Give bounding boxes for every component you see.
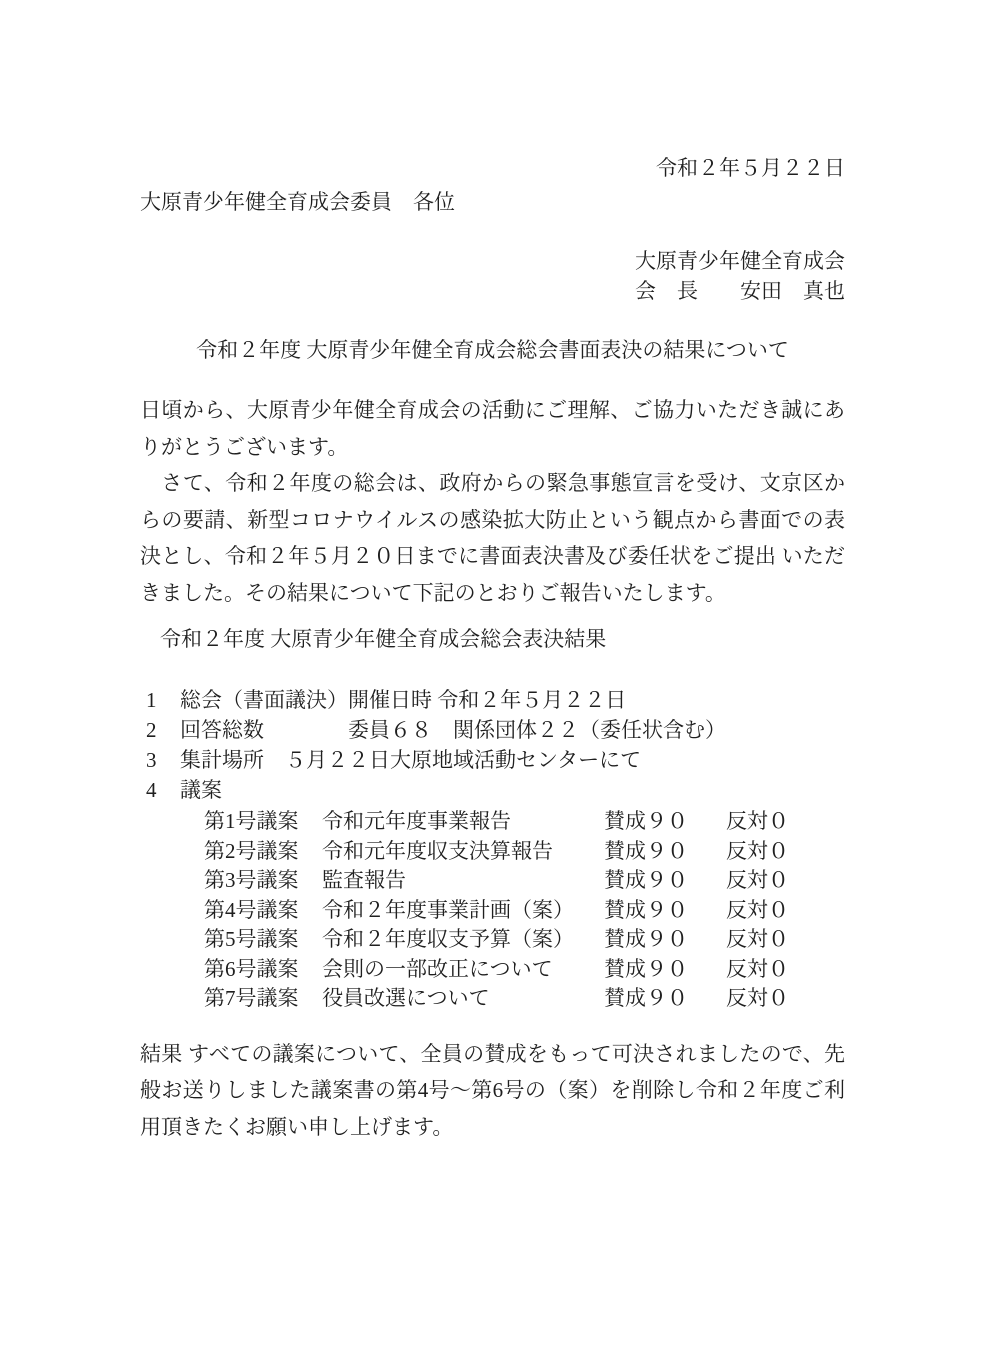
agenda-number: 第1号議案 — [204, 809, 299, 833]
agenda-number: 第7号議案 — [204, 986, 299, 1010]
info-number: 1 — [146, 688, 157, 712]
sender-chairman-name: 会 長 安田 真也 — [635, 279, 845, 303]
agenda-row — [140, 925, 845, 955]
info-response-count: 回答総数 委員６８ 関係団体２２（委任状含む） — [180, 718, 726, 742]
agenda-item-title: 令和２年度収支予算（案） — [322, 927, 574, 951]
info-number: 2 — [146, 718, 157, 742]
greeting-paragraph: 日頃から、大原青少年健全育成会の活動にご理解、ご協力いただき誠にありがとうございます。 — [140, 398, 845, 459]
body-paragraph: さて、令和２年度の総会は、政府からの緊急事態宣言を受け、文京区からの要請、新型コロナウイルスの感染拡大防止という観点から書面での表決とし、令和２年５月２０日までに書面表決書及び委任状をご提出 いただきました。その結果について下記のとおりご報告いたします。 — [140, 471, 845, 605]
approve-vote-count: 賛成９０ — [604, 838, 688, 863]
agenda-row — [140, 807, 845, 837]
agenda-item-title: 令和元年度事業報告 — [322, 809, 511, 833]
agenda-row — [140, 984, 845, 1014]
approve-vote-count: 賛成９０ — [604, 986, 688, 1010]
agenda-row — [140, 866, 845, 896]
info-agenda-label: 議案 — [180, 778, 222, 802]
agenda-item-title: 令和２年度事業計画（案） — [322, 897, 574, 922]
meeting-info-row — [140, 745, 845, 775]
info-number: 4 — [146, 778, 157, 802]
agenda-number: 第4号議案 — [204, 897, 299, 922]
document-title: 令和２年度 大原青少年健全育成会総会書面表決の結果について — [196, 338, 789, 362]
sender-organization: 大原青少年健全育成会 — [635, 249, 845, 273]
agenda-item-title: 監査報告 — [322, 868, 406, 892]
info-tally-location: 集計場所 ５月２２日大原地域活動センターにて — [180, 748, 642, 772]
oppose-vote-count: 反対０ — [726, 868, 789, 892]
agenda-number: 第2号議案 — [204, 838, 299, 863]
info-meeting-date: 総会（書面議決）開催日時 令和２年５月２２日 — [180, 688, 627, 712]
approve-vote-count: 賛成９０ — [604, 897, 688, 922]
results-heading: 令和２年度 大原青少年健全育成会総会表決結果 — [160, 627, 607, 651]
agenda-row — [140, 896, 845, 926]
meeting-info-row — [140, 775, 845, 805]
info-number: 3 — [146, 748, 157, 772]
agenda-item-title: 令和元年度収支決算報告 — [322, 838, 553, 863]
agenda-number: 第5号議案 — [204, 927, 299, 951]
oppose-vote-count: 反対０ — [726, 897, 789, 922]
agenda-item-title: 会則の一部改正について — [322, 956, 553, 981]
meeting-info-row — [140, 715, 845, 745]
oppose-vote-count: 反対０ — [726, 956, 789, 981]
oppose-vote-count: 反対０ — [726, 986, 789, 1010]
oppose-vote-count: 反対０ — [726, 809, 789, 833]
approve-vote-count: 賛成９０ — [604, 809, 688, 833]
approve-vote-count: 賛成９０ — [604, 927, 688, 951]
document-date: 令和２年５月２２日 — [656, 156, 845, 180]
approve-vote-count: 賛成９０ — [604, 956, 688, 981]
agenda-number: 第6号議案 — [204, 956, 299, 981]
oppose-vote-count: 反対０ — [726, 838, 789, 863]
agenda-row — [140, 955, 845, 985]
agenda-item-title: 役員改選について — [322, 986, 490, 1010]
closing-paragraph: 結果 すべての議案について、全員の賛成をもって可決されましたので、先般お送りしました議案書の第4号～第6号の（案）を削除し令和２年度ご利用頂きたくお願い申し上げます。 — [140, 1041, 845, 1139]
agenda-results-table — [140, 807, 845, 1014]
addressee-line: 大原青少年健全育成会委員 各位 — [140, 190, 455, 214]
meeting-info-list — [140, 685, 845, 805]
oppose-vote-count: 反対０ — [726, 927, 789, 951]
agenda-row — [140, 837, 845, 867]
sender-block — [635, 246, 845, 306]
meeting-info-row — [140, 685, 845, 715]
agenda-number: 第3号議案 — [204, 868, 299, 892]
approve-vote-count: 賛成９０ — [604, 868, 688, 892]
